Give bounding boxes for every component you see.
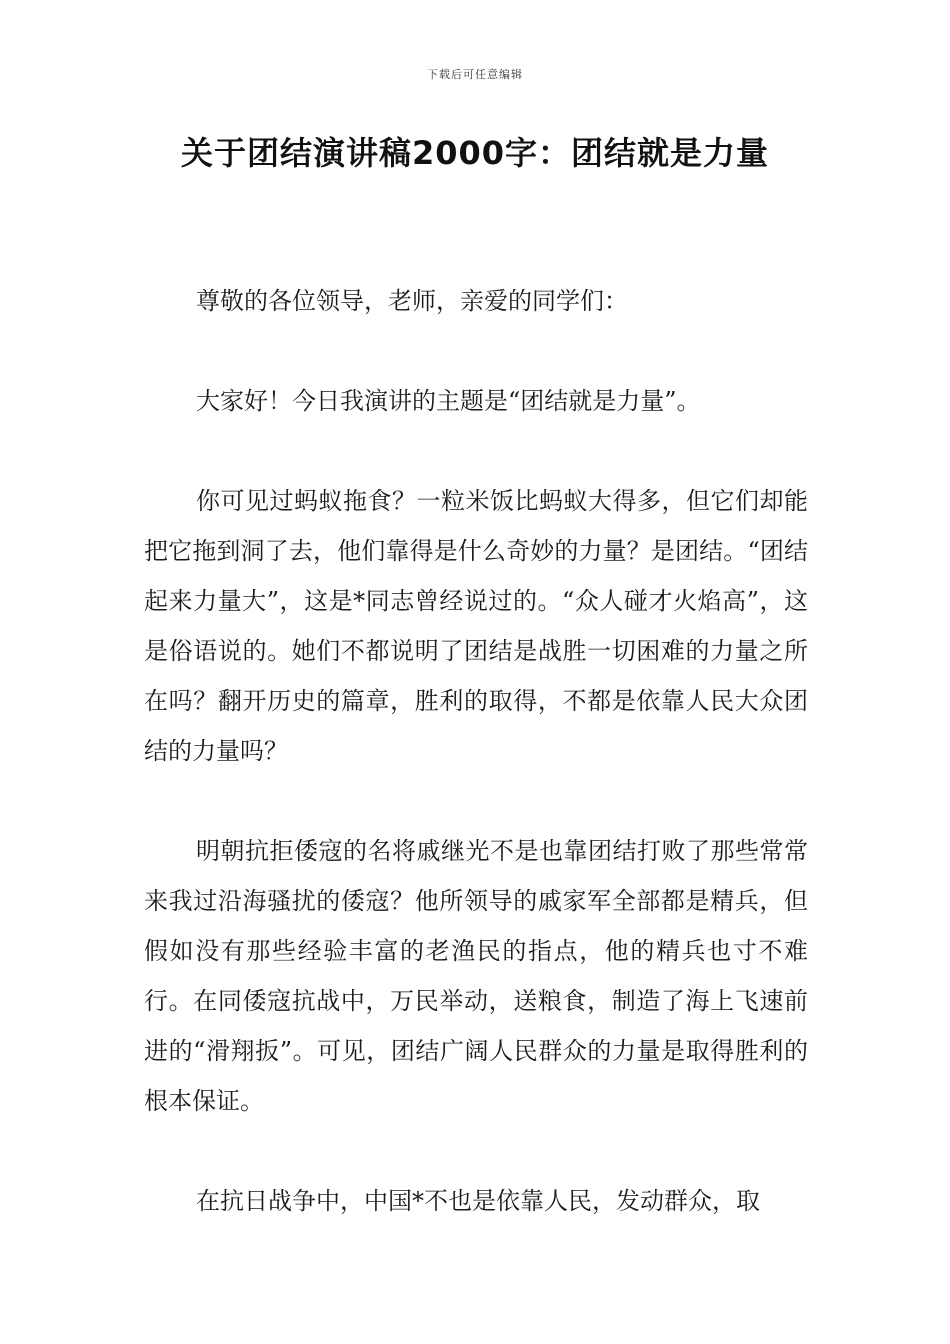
paragraph-qi-jiguang: 明朝抗拒倭寇的名将戚继光不是也靠团结打败了那些常常来我过沿海骚扰的倭寇？他所领导的戚家军全部都是精兵，但假如没有那些经验丰富的老渔民的指点，他的精兵也寸不难行。在同倭寇抗战中，万民举动，送粮食，制造了海上飞速前进的“滑翔扳”。可见，团结广阔人民群众的力量是取得胜利的根本保证。: [144, 837, 808, 1115]
paragraph-war-of-resistance: 在抗日战争中，中国*不也是依靠人民，发动群众，取: [196, 1187, 760, 1215]
paragraph-greeting: 大家好！今日我演讲的主题是“团结就是力量”。: [196, 387, 701, 415]
document-body: [144, 276, 808, 1276]
header-note: 下载后可任意编辑: [427, 68, 523, 81]
paragraph-salutation: 尊敬的各位领导，老师，亲爱的同学们：: [196, 287, 628, 315]
document-title: 关于团结演讲稿2000字：团结就是力量: [180, 134, 770, 172]
paragraph-ants: 你可见过蚂蚁拖食？一粒米饭比蚂蚁大得多，但它们却能把它拖到洞了去，他们靠得是什么奇妙的力量？是团结。“团结起来力量大”，这是*同志曾经说过的。“众人碰才火焰高”，这是俗语说的。她们不都说明了团结是战胜一切困难的力量之所在吗？翻开历史的篇章，胜利的取得，不都是依靠人民大众团结的力量吗？: [144, 487, 808, 765]
